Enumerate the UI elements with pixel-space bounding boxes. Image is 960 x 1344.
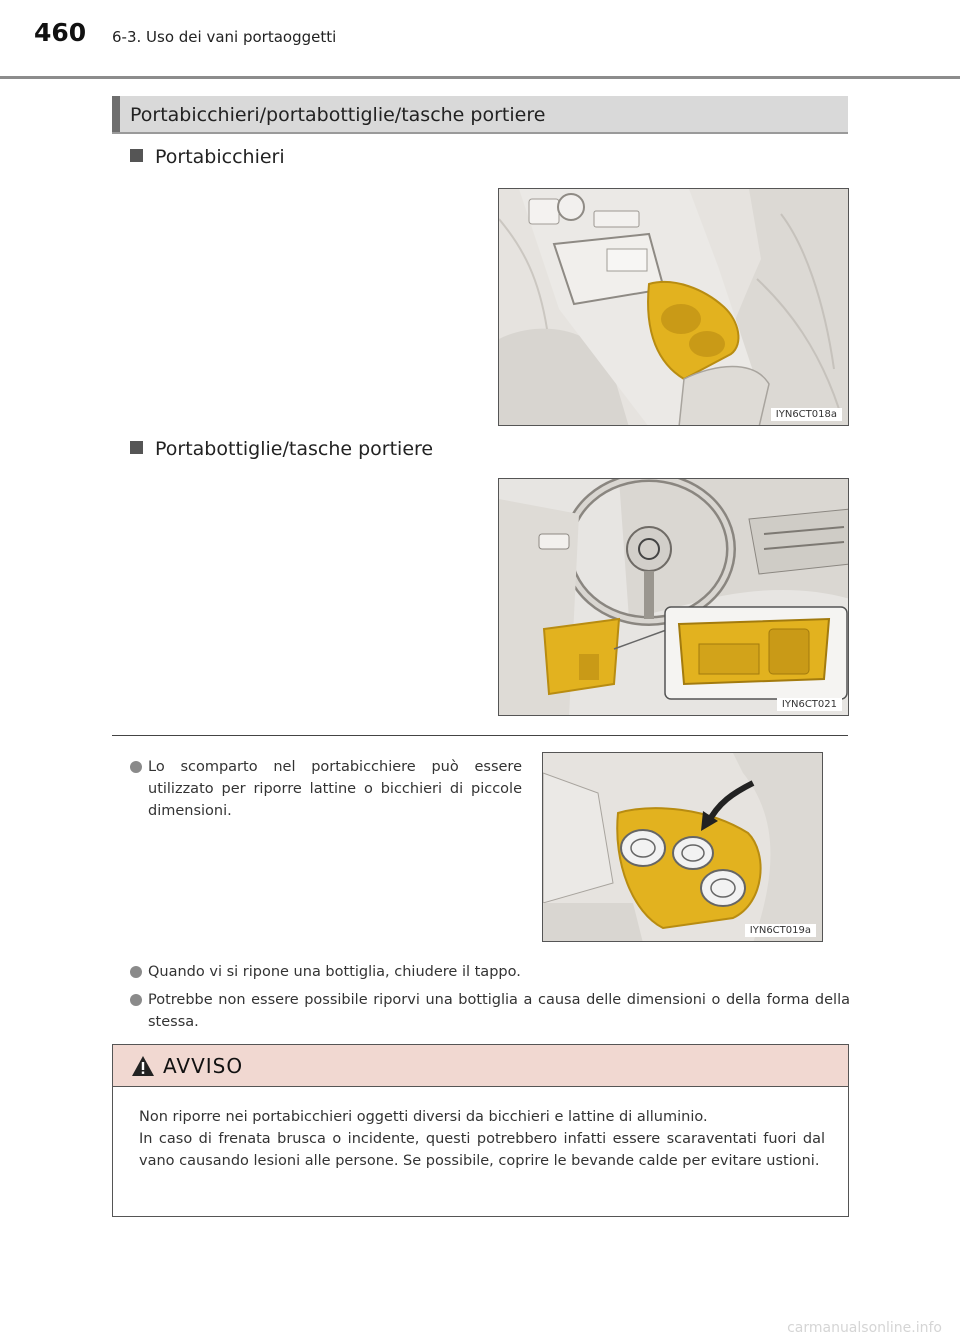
subheading-text: Portabottiglie/tasche portiere [155, 438, 434, 460]
warning-box [112, 1044, 849, 1217]
note-bullet-3 [130, 989, 850, 1033]
door-pocket-illustration [499, 479, 849, 716]
warning-body [139, 1106, 825, 1172]
console-cup-holder-illustration [499, 189, 849, 426]
section-title: Portabicchieri/portabottiglie/tasche portiere [130, 104, 546, 126]
notes-divider [112, 735, 848, 736]
bullet-dot-icon [130, 966, 142, 978]
figure-code: IYN6CT019a [745, 924, 816, 937]
square-bullet-icon [130, 441, 143, 454]
note-bullet-1 [130, 756, 522, 822]
section-banner [112, 96, 848, 134]
warning-line-1: Non riporre nei portabicchieri oggetti diversi da bicchieri e lattine di alluminio. [139, 1109, 708, 1125]
page-number: 460 [34, 18, 87, 47]
subheading-portabottiglie [130, 438, 433, 460]
figure-code: IYN6CT021 [777, 698, 842, 711]
square-bullet-icon [130, 149, 143, 162]
warning-line-2: In caso di frenata brusca o incidente, questi potrebbero infatti essere scaraventati fuori dal vano causando lesioni alle persone. Se possibile, coprire le bevande calde per evitare ustioni. [139, 1131, 825, 1169]
figure-door-pocket [498, 478, 849, 716]
subheading-text: Portabicchieri [155, 146, 285, 168]
warning-triangle-icon [131, 1055, 155, 1077]
watermark: carmanualsonline.info [787, 1320, 942, 1336]
note-text: Quando vi si ripone una bottiglia, chiudere il tappo. [148, 964, 521, 980]
note-text: Lo scomparto nel portabicchiere può essere utilizzato per riporre lattine o bicchieri di piccole dimensioni. [148, 759, 522, 819]
banner-accent-bar [112, 96, 120, 132]
bullet-dot-icon [130, 761, 142, 773]
subheading-portabicchieri [130, 146, 285, 168]
bullet-dot-icon [130, 994, 142, 1006]
note-bullet-2 [130, 961, 850, 983]
section-path: 6-3. Uso dei vani portaoggetti [112, 28, 337, 46]
note-text: Potrebbe non essere possibile riporvi una bottiglia a causa delle dimensioni o della forma della stessa. [148, 992, 850, 1030]
header-rule [0, 76, 960, 79]
cans-in-cup-holder-illustration [543, 753, 823, 942]
warning-title: AVVISO [163, 1054, 244, 1078]
figure-code: IYN6CT018a [771, 408, 842, 421]
warning-header [113, 1045, 848, 1087]
figure-cans-in-holder [542, 752, 823, 942]
figure-cup-holder [498, 188, 849, 426]
